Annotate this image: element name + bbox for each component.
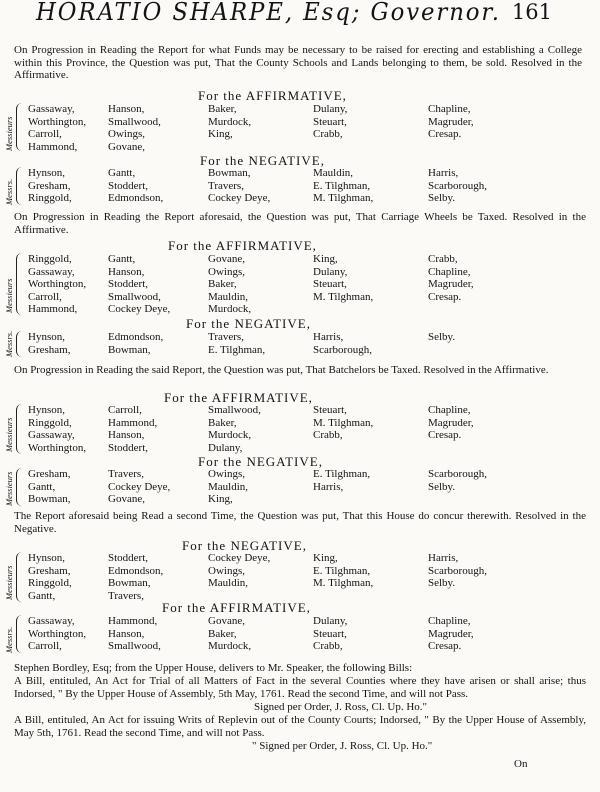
side-label: Messieurs bbox=[4, 417, 14, 452]
brace bbox=[16, 103, 25, 151]
member-name: Travers, bbox=[108, 589, 144, 602]
member-name: Selby. bbox=[428, 192, 456, 204]
member-name: Gantt, bbox=[108, 253, 136, 265]
member-name: Hynson, bbox=[28, 404, 65, 416]
member-name: Scarborough, bbox=[428, 468, 487, 480]
vote-block bbox=[6, 103, 586, 155]
member-name: Steuart, bbox=[313, 115, 347, 128]
member-name: Magruder, bbox=[428, 627, 474, 640]
member-name: King, bbox=[208, 493, 233, 505]
member-name: Steuart, bbox=[313, 627, 347, 640]
member-name: Dulany, bbox=[208, 441, 243, 454]
member-name: Cockey Deye, bbox=[108, 480, 171, 493]
member-name: Chapline, bbox=[428, 615, 471, 627]
member-name: Gresham, bbox=[28, 564, 71, 577]
member-name: Bowman, bbox=[28, 493, 71, 505]
member-name: Gresham, bbox=[28, 343, 71, 356]
member-name: M. Tilghman, bbox=[313, 416, 374, 429]
member-name: Harris, bbox=[428, 552, 459, 564]
brace bbox=[16, 615, 25, 653]
member-name: Baker, bbox=[208, 627, 237, 640]
member-name: Owings, bbox=[208, 468, 245, 480]
member-name: Gassaway, bbox=[28, 429, 75, 441]
vote-block bbox=[6, 167, 586, 207]
member-name: Carroll, bbox=[28, 290, 62, 303]
member-name: M. Tilghman, bbox=[313, 290, 374, 303]
member-name: Stoddert, bbox=[108, 278, 149, 290]
vote-block bbox=[6, 552, 586, 604]
member-name: Magruder, bbox=[428, 278, 474, 290]
member-name: Cockey Deye, bbox=[108, 303, 171, 315]
vote-caption: For the NEGATIVE, bbox=[198, 454, 323, 469]
member-name: Stoddert, bbox=[108, 552, 149, 564]
member-name: Ringgold, bbox=[28, 253, 72, 265]
member-name: Chapline, bbox=[428, 404, 471, 416]
member-name: Hynson, bbox=[28, 552, 65, 564]
member-name: Carroll, bbox=[28, 640, 62, 652]
member-name: Hanson, bbox=[108, 627, 145, 640]
member-name: King, bbox=[313, 253, 338, 265]
member-name: Gresham, bbox=[28, 468, 71, 480]
vote-block bbox=[6, 404, 586, 456]
member-name: Steuart, bbox=[313, 404, 347, 416]
member-name: Gantt, bbox=[28, 480, 56, 493]
member-name: Chapline, bbox=[428, 103, 471, 115]
vote-caption: For the AFFIRMATIVE, bbox=[168, 238, 317, 253]
brace bbox=[16, 167, 25, 205]
member-name: Ringgold, bbox=[28, 416, 72, 429]
vote-caption: For the AFFIRMATIVE, bbox=[198, 88, 347, 103]
side-label: Messieurs bbox=[4, 565, 14, 600]
side-label: Messieurs bbox=[4, 116, 14, 151]
member-name: M. Tilghman, bbox=[313, 577, 374, 589]
paragraph-batchelors: On Progression in Reading the said Report, the Question was put, That Batchelors be Taxed. Resolved in the Affirmative. bbox=[14, 364, 549, 376]
member-name: Ringgold, bbox=[28, 577, 72, 589]
member-name: Steuart, bbox=[313, 278, 347, 290]
member-name: Cockey Deye, bbox=[208, 552, 271, 564]
signature-line: " Signed per Order, J. Ross, Cl. Up. Ho." bbox=[252, 740, 433, 752]
member-name: Mauldin, bbox=[313, 167, 354, 179]
member-name: Crabb, bbox=[428, 253, 458, 265]
member-name: Mauldin, bbox=[208, 290, 249, 303]
member-name: Owings, bbox=[208, 265, 245, 278]
member-name: Scarborough, bbox=[428, 564, 487, 577]
member-name: Worthington, bbox=[28, 278, 87, 290]
member-name: Carroll, bbox=[28, 128, 62, 140]
member-name: Edmondson, bbox=[108, 331, 164, 343]
brace bbox=[16, 404, 25, 454]
member-name: Hanson, bbox=[108, 429, 145, 441]
member-name: Hammond, bbox=[108, 615, 158, 627]
member-name: Selby. bbox=[428, 480, 456, 493]
member-name: Magruder, bbox=[428, 115, 474, 128]
member-name: Travers, bbox=[108, 468, 144, 480]
member-name: Hammond, bbox=[28, 140, 78, 153]
member-name: Carroll, bbox=[108, 404, 142, 416]
side-label: Messrs. bbox=[4, 626, 14, 653]
vote-caption: For the NEGATIVE, bbox=[182, 538, 307, 553]
member-name: Hynson, bbox=[28, 167, 65, 179]
paragraph-bordley: Stephen Bordley, Esq; from the Upper House, delivers to Mr. Speaker, the following Bills: bbox=[14, 662, 413, 674]
member-name: Bowman, bbox=[208, 167, 251, 179]
member-name: Bowman, bbox=[108, 343, 151, 356]
paragraph-second-reading: The Report aforesaid being Read a second Time, the Question was put, That this House do concur therewith. Resolved in the Negative. bbox=[14, 510, 586, 535]
member-name: Cresap. bbox=[428, 640, 462, 652]
member-name: Gassaway, bbox=[28, 615, 75, 627]
member-name: E. Tilghman, bbox=[313, 179, 371, 192]
member-name: M. Tilghman, bbox=[313, 192, 374, 204]
member-name: Govane, bbox=[208, 253, 245, 265]
side-label: Messieurs bbox=[4, 278, 14, 313]
member-name: Cresap. bbox=[428, 290, 462, 303]
member-name: Scarborough, bbox=[428, 179, 487, 192]
side-label: Messrs. bbox=[4, 178, 14, 205]
member-name: Murdock, bbox=[208, 640, 252, 652]
signature-line: Signed per Order, J. Ross, Cl. Up. Ho." bbox=[254, 701, 428, 713]
page-number: 161 bbox=[511, 0, 552, 24]
member-name: Hanson, bbox=[108, 265, 145, 278]
member-name: Baker, bbox=[208, 103, 237, 115]
member-name: Gassaway, bbox=[28, 103, 75, 115]
member-name: Govane, bbox=[108, 140, 145, 153]
member-name: Mauldin, bbox=[208, 480, 249, 493]
member-name: Cockey Deye, bbox=[208, 192, 271, 204]
member-name: Govane, bbox=[108, 493, 145, 505]
vote-block bbox=[6, 253, 586, 317]
member-name: Smallwood, bbox=[108, 640, 161, 652]
paragraph-bill-trial: A Bill, entituled, An Act for Trial of all Matters of Fact in the several Counties where they have arisen or shall arise; thus Indorsed, " By the Upper House of Assembly, 5th May, 1761. Read the second Time, and will not Pass. bbox=[14, 675, 586, 700]
paragraph-college-funds: On Progression in Reading the Report for what Funds may be necessary to be raised for erecting and establishing a College within this Province, the Question was put, That the County Schools and Lands belonging to them, be sold. Resolved in the Affirmative. bbox=[14, 44, 582, 81]
vote-block bbox=[6, 331, 586, 359]
member-name: Baker, bbox=[208, 278, 237, 290]
member-name: Cresap. bbox=[428, 429, 462, 441]
member-name: Gresham, bbox=[28, 179, 71, 192]
member-name: Owings, bbox=[108, 128, 145, 140]
member-name: Selby. bbox=[428, 331, 456, 343]
member-name: Edmondson, bbox=[108, 192, 164, 204]
member-name: Selby. bbox=[428, 577, 456, 589]
member-name: Stoddert, bbox=[108, 179, 149, 192]
member-name: Edmondson, bbox=[108, 564, 164, 577]
member-name: Cresap. bbox=[428, 128, 462, 140]
page-header bbox=[0, 0, 600, 26]
member-name: Harris, bbox=[313, 480, 344, 493]
member-name: Govane, bbox=[208, 615, 245, 627]
side-label: Messieurs bbox=[4, 471, 14, 506]
brace bbox=[16, 552, 25, 602]
brace bbox=[16, 253, 25, 315]
member-name: Smallwood, bbox=[108, 290, 161, 303]
brace bbox=[16, 331, 25, 357]
member-name: Hammond, bbox=[28, 303, 78, 315]
vote-caption: For the AFFIRMATIVE, bbox=[162, 600, 311, 615]
member-name: King, bbox=[208, 128, 233, 140]
member-name: Crabb, bbox=[313, 640, 343, 652]
brace bbox=[16, 468, 25, 506]
member-name: Bowman, bbox=[108, 577, 151, 589]
member-name: Dulany, bbox=[313, 615, 348, 627]
member-name: Dulany, bbox=[313, 103, 348, 115]
member-name: Worthington, bbox=[28, 627, 87, 640]
member-name: Harris, bbox=[428, 167, 459, 179]
member-name: Crabb, bbox=[313, 128, 343, 140]
running-title: HORATIO SHARPE, Esq; Governor. bbox=[36, 0, 501, 26]
member-name: Chapline, bbox=[428, 265, 471, 278]
vote-caption: For the NEGATIVE, bbox=[186, 316, 311, 331]
member-name: King, bbox=[313, 552, 338, 564]
member-name: Hanson, bbox=[108, 103, 145, 115]
member-name: Owings, bbox=[208, 564, 245, 577]
member-name: Murdock, bbox=[208, 429, 252, 441]
member-name: Travers, bbox=[208, 179, 244, 192]
vote-block bbox=[6, 615, 586, 655]
member-name: Crabb, bbox=[313, 429, 343, 441]
member-name: Worthington, bbox=[28, 115, 87, 128]
member-name: Harris, bbox=[313, 331, 344, 343]
member-name: Dulany, bbox=[313, 265, 348, 278]
member-name: Magruder, bbox=[428, 416, 474, 429]
member-name: Gassaway, bbox=[28, 265, 75, 278]
side-label: Messrs. bbox=[4, 330, 14, 357]
member-name: Scarborough, bbox=[313, 343, 372, 356]
member-name: Hammond, bbox=[108, 416, 158, 429]
member-name: Travers, bbox=[208, 331, 244, 343]
member-name: E. Tilghman, bbox=[313, 564, 371, 577]
member-name: Ringgold, bbox=[28, 192, 72, 204]
member-name: Baker, bbox=[208, 416, 237, 429]
member-name: Gantt, bbox=[108, 167, 136, 179]
member-name: Gantt, bbox=[28, 589, 56, 602]
paragraph-bill-replevin: A Bill, entituled, An Act for issuing Writs of Replevin out of the County Courts; Indorsed, " By the Upper House of Assembly, May 5th, 1761. Read the second Time, and will not Pass. bbox=[14, 714, 586, 739]
catchword: On bbox=[514, 758, 528, 770]
member-name: Murdock, bbox=[208, 115, 252, 128]
member-name: Worthington, bbox=[28, 441, 87, 454]
vote-caption: For the NEGATIVE, bbox=[200, 153, 325, 168]
paragraph-carriage-wheels: On Progression in Reading the Report aforesaid, the Question was put, That Carriage Wheels be Taxed. Resolved in the Affirmative. bbox=[14, 211, 586, 236]
member-name: Murdock, bbox=[208, 303, 252, 315]
member-name: E. Tilghman, bbox=[208, 343, 266, 356]
member-name: Hynson, bbox=[28, 331, 65, 343]
member-name: E. Tilghman, bbox=[313, 468, 371, 480]
member-name: Smallwood, bbox=[108, 115, 161, 128]
member-name: Mauldin, bbox=[208, 577, 249, 589]
member-name: Stoddert, bbox=[108, 441, 149, 454]
vote-caption: For the AFFIRMATIVE, bbox=[164, 390, 313, 405]
vote-block bbox=[6, 468, 586, 508]
member-name: Smallwood, bbox=[208, 404, 261, 416]
